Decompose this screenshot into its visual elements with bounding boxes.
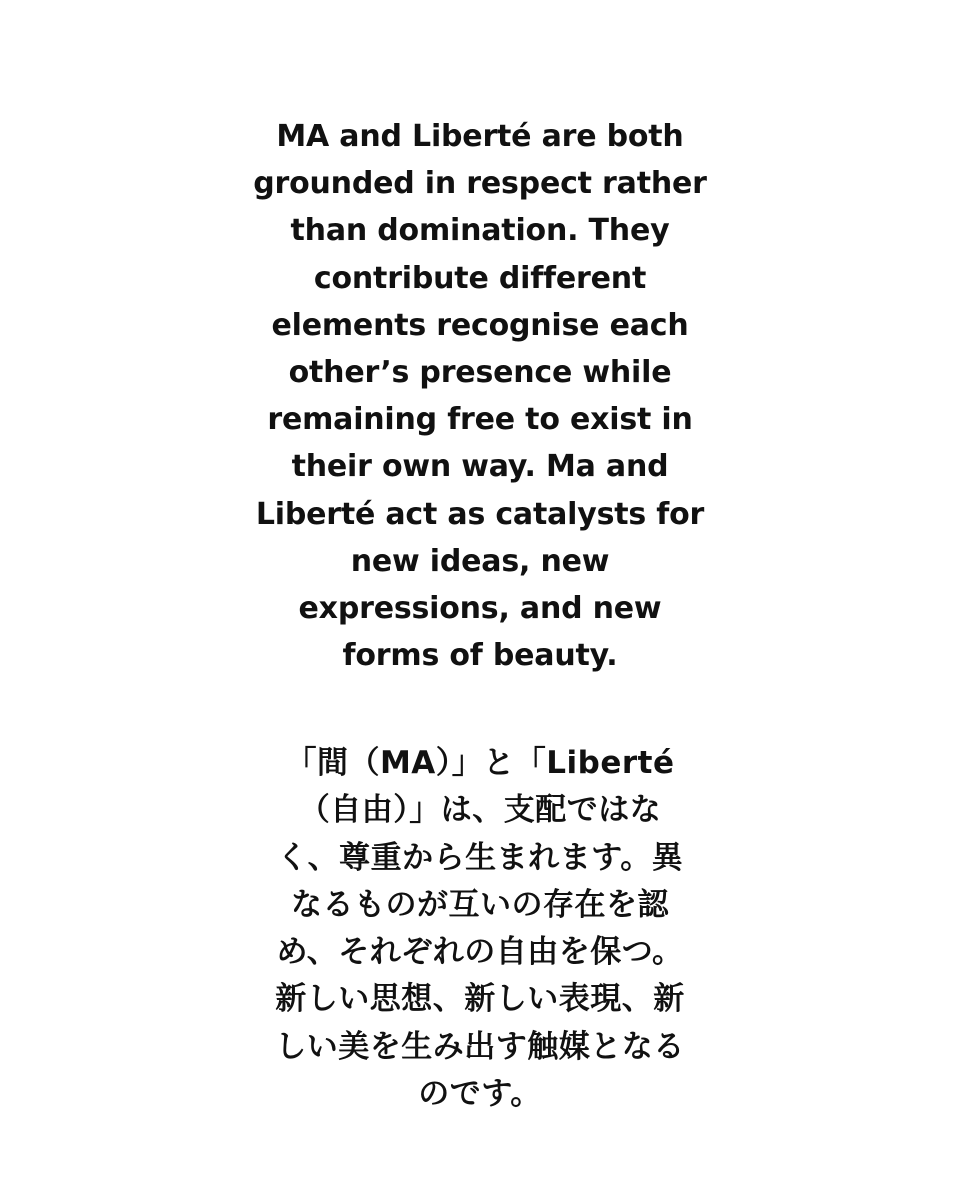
english-line: their own way. Ma and	[291, 449, 669, 485]
english-line: grounded in respect rather	[253, 166, 707, 202]
japanese-line: く、尊重から生まれます。異	[276, 839, 684, 876]
english-line: other’s presence while	[288, 355, 672, 391]
japanese-paragraph	[0, 740, 960, 1118]
japanese-line: しい美を生み出す触媒となる	[275, 1028, 685, 1065]
japanese-line: のです。	[418, 1076, 542, 1113]
english-paragraph	[0, 113, 960, 679]
english-line: Liberté act as catalysts for	[255, 496, 705, 532]
japanese-line: 新しい思想、新しい表現、新	[275, 981, 685, 1018]
english-line: contribute different	[313, 260, 647, 296]
japanese-line: め、それぞれの自由を保つ。	[276, 934, 684, 971]
english-line: elements recognise each	[271, 307, 689, 343]
japanese-line: （自由）」は、支配ではな	[298, 792, 662, 829]
japanese-line: 「間（MA）」と「Liberté	[285, 745, 675, 781]
english-line: new ideas, new	[350, 543, 610, 579]
english-line: expressions, and new	[298, 591, 662, 627]
english-line: forms of beauty.	[342, 638, 618, 674]
english-line: remaining free to exist in	[267, 402, 693, 438]
english-line: than domination. They	[290, 213, 670, 249]
japanese-line: なるものが互いの存在を認	[291, 886, 669, 923]
english-line: MA and Liberté are both	[276, 119, 684, 154]
